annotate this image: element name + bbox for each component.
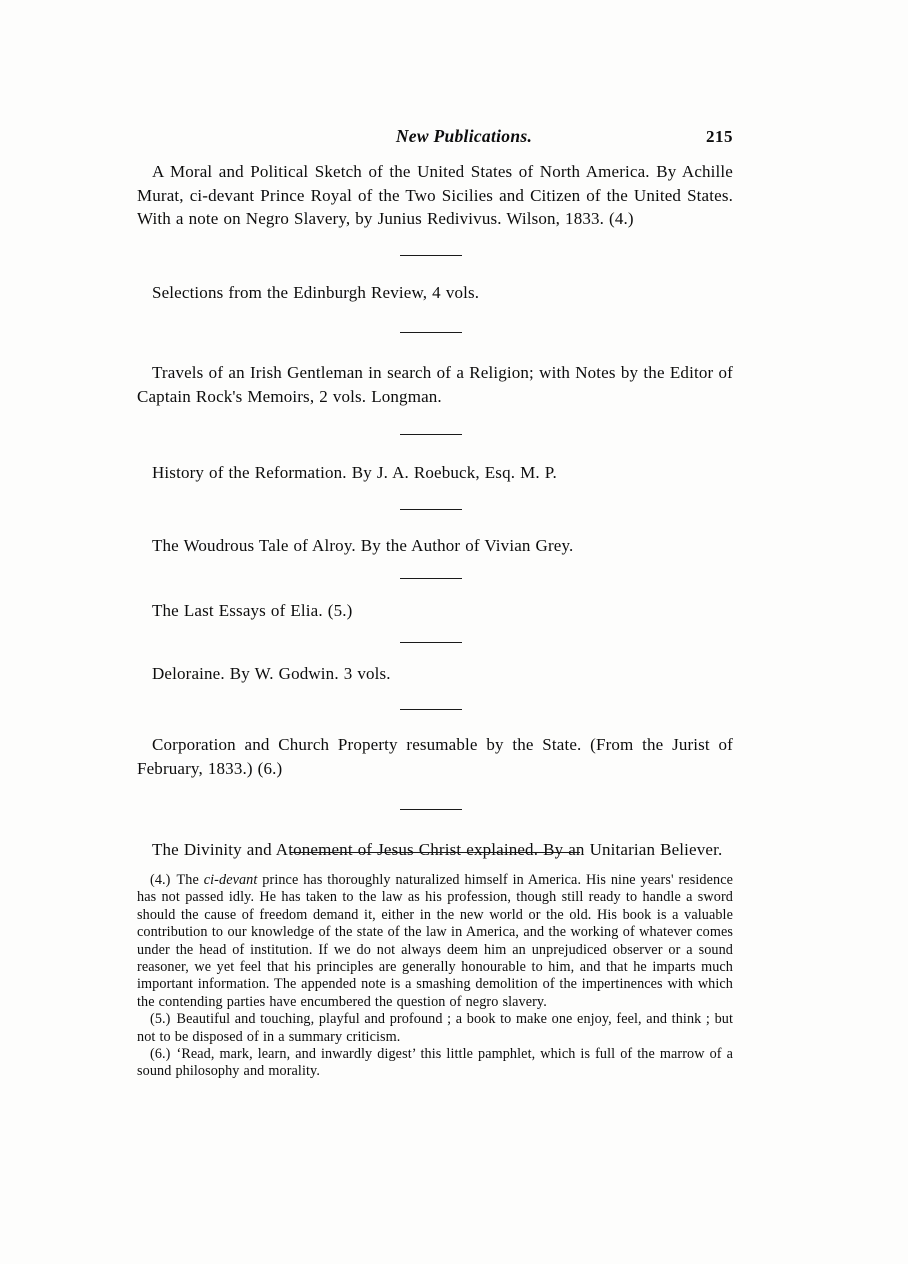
entry-separator (137, 685, 733, 733)
footnote-6 (137, 1046, 733, 1081)
list-item: History of the Reformation. By J. A. Roebuck, Esq. M. P. (152, 463, 557, 482)
entry-separator (137, 408, 733, 461)
separator-rule (400, 509, 462, 510)
footnote-5 (137, 1011, 733, 1046)
entry-separator (137, 623, 733, 662)
list-item: Corporation and Church Property resumable by the State. (From the Jurist of February, 1833.) (6.) (137, 735, 733, 778)
entry-separator (137, 780, 733, 838)
entry-separator (137, 557, 733, 599)
separator-rule (400, 809, 462, 810)
separator-rule (400, 332, 462, 333)
list-item: Deloraine. By W. Godwin. 3 vols. (152, 663, 391, 683)
entry-separator (137, 304, 733, 361)
footnote-text-body: ‘Read, mark, learn, and inwardly digest’ this little pamphlet, which is full of the marrow of a sound philosophy and morality. (137, 1046, 733, 1080)
separator-rule (400, 578, 462, 579)
separator-rule (400, 255, 462, 256)
footnote-marker: (6.) (150, 1046, 171, 1063)
separator-rule (400, 709, 462, 710)
list-item: The Last Essays of Elia. (5.) (152, 601, 353, 620)
list-item: A Moral and Political Sketch of the United States of North America. By Achille Murat, ci-devant Prince Royal of the Two Sicilies and Citizen of the United States. With a note on Negro Slavery, by Junius Redivivus. Wilson, 1833. (4.) (137, 162, 733, 228)
footnote-text-body: prince has thoroughly naturalized himself in America. His nine years' residence has not passed idly. He has taken to the law as his profession, though still ready to handle a sword should the cause of freedom demand it, either in the new world or the old. His book is a valuable contribution to our knowledge of the state of the law in America, and the working of whatever comes under the head of institution. If we do not always deem him an unprejudiced observer or a sound reasoner, we yet feel that his principles are generally honourable to him, and that he imparts much important information. The appended note is a smashing demolition of the impertinences with which the contending parties have encumbered the question of negro slavery. (137, 872, 733, 1010)
entry-separator (137, 231, 733, 281)
footnote-block (137, 872, 733, 1081)
footnote-4 (137, 872, 733, 1011)
list-item: The Divinity and Atonement of Jesus Christ explained. By an Unitarian Believer. (152, 840, 723, 859)
footnote-text-body: Beautiful and touching, playful and profound ; a book to make one enjoy, feel, and think ; but not to be disposed of in a summary criticism. (137, 1011, 733, 1045)
page-number: 215 (706, 127, 733, 146)
footnote-marker: (4.) (150, 872, 171, 888)
page-title: New Publications. (395, 126, 533, 146)
footnote-divider (290, 852, 580, 853)
separator-rule (400, 434, 462, 435)
footnote-text-lead: The (176, 872, 204, 888)
publication-list (137, 160, 733, 862)
entry-separator (137, 485, 733, 534)
list-item: Travels of an Irish Gentleman in search of a Religion; with Notes by the Editor of Captain Rock's Memoirs, 2 vols. Longman. (137, 363, 733, 406)
running-head (137, 126, 733, 150)
separator-rule (400, 642, 462, 643)
footnote-marker: (5.) (150, 1011, 171, 1028)
list-item: Selections from the Edinburgh Review, 4 vols. (152, 282, 480, 302)
list-item: The Woudrous Tale of Alroy. By the Author of Vivian Grey. (152, 535, 574, 555)
footnote-italic-term: ci-devant (203, 872, 258, 888)
